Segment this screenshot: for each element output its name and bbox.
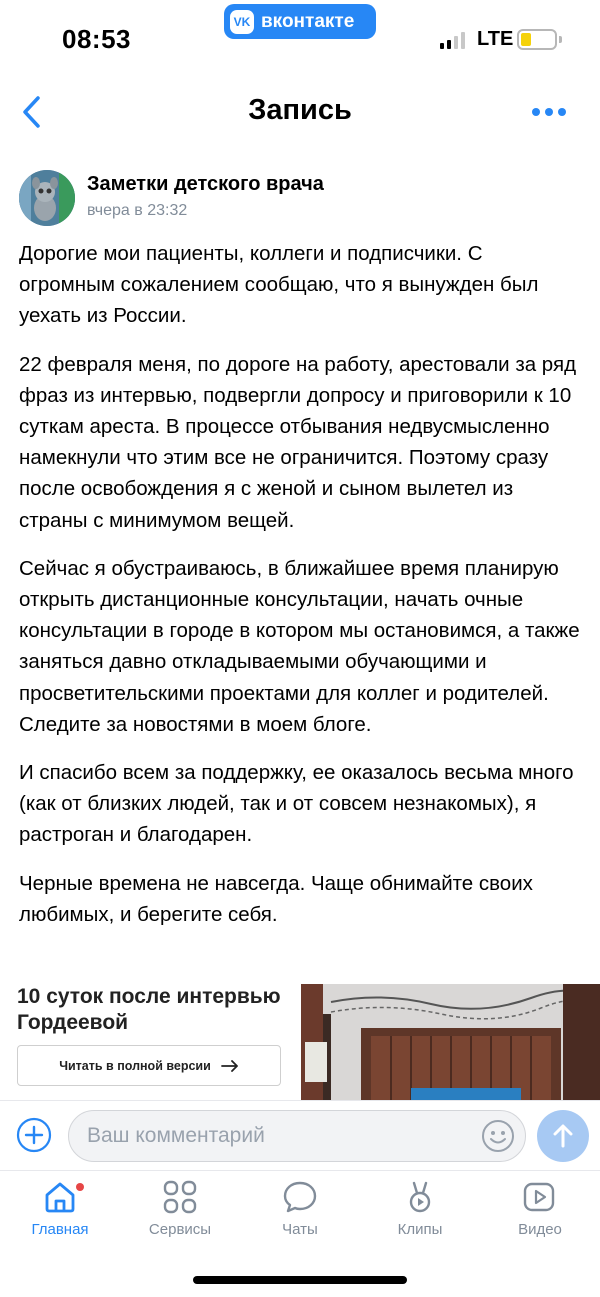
home-icon <box>42 1179 78 1215</box>
tab-chats[interactable] <box>240 1179 360 1249</box>
read-full-version-label: Читать в полной версии <box>59 1058 211 1073</box>
post-paragraph: Дорогие мои пациенты, коллеги и подписчики. С огромным сожалением сообщаю, что я вынужден был уехать из России. <box>19 242 539 328</box>
tab-services[interactable] <box>120 1179 240 1249</box>
app-label: вконтакте <box>261 10 355 32</box>
notification-dot <box>76 1183 84 1191</box>
more-options-icon[interactable] <box>532 104 576 120</box>
network-type: LTE <box>477 28 514 50</box>
comment-input[interactable] <box>68 1110 526 1162</box>
post-paragraph: И спасибо всем за поддержку, ее оказалось весьма много (как от близких людей, так и от совсем незнакомых), я растроган и благодарен. <box>19 761 574 847</box>
top-navigation <box>0 80 600 144</box>
arrow-up-icon <box>550 1123 576 1149</box>
tab-clips-label: Клипы <box>397 1221 443 1238</box>
post-paragraph: Сейчас я обустраиваюсь, в ближайшее время планирую открыть дистанционные консультации, начать очные консультации в городе в котором мы остановимся, а также заняться давно откладываемыми обучающими и просветительскими проектами для коллег и родителей. Следите за новостями в моем блоге. <box>19 556 580 736</box>
battery-cap <box>559 36 562 43</box>
tab-video[interactable] <box>480 1179 600 1249</box>
tab-home[interactable] <box>0 1179 120 1249</box>
emoji-icon[interactable] <box>481 1119 515 1153</box>
tab-video-label: Видео <box>518 1221 562 1238</box>
add-attachment-icon[interactable] <box>16 1117 52 1153</box>
link-card-image[interactable] <box>301 984 600 1100</box>
post-paragraph: Черные времена не навсегда. Чаще обнимайте своих любимых, и берегите себя. <box>19 871 533 926</box>
vk-logo-icon: VK <box>230 10 254 34</box>
return-to-app-pill[interactable] <box>224 4 376 39</box>
comment-bar <box>0 1100 600 1170</box>
services-icon <box>162 1179 198 1215</box>
tab-home-label: Главная <box>31 1221 89 1238</box>
chat-icon <box>282 1179 318 1215</box>
send-button[interactable] <box>537 1110 589 1162</box>
home-indicator[interactable] <box>193 1276 407 1284</box>
tab-clips[interactable] <box>360 1179 480 1249</box>
post-body <box>19 238 584 947</box>
link-card-title[interactable]: 10 суток после интервью Гордеевой <box>17 985 281 1034</box>
link-attachment-card[interactable] <box>0 984 600 1100</box>
video-icon <box>522 1179 558 1215</box>
tab-services-label: Сервисы <box>148 1221 212 1238</box>
status-time: 08:53 <box>62 24 131 54</box>
author-avatar[interactable] <box>19 170 75 226</box>
author-name[interactable]: Заметки детского врача <box>87 173 324 195</box>
battery-fill <box>521 33 531 46</box>
battery-icon <box>517 29 557 50</box>
tab-chats-label: Чаты <box>282 1221 318 1238</box>
status-bar <box>0 0 600 80</box>
arrow-right-icon <box>221 1060 239 1072</box>
page-title: Запись <box>248 94 352 126</box>
read-full-version-button[interactable] <box>17 1045 281 1086</box>
post-timestamp: вчера в 23:32 <box>87 202 188 219</box>
signal-strength-icon <box>440 31 465 49</box>
clips-icon <box>402 1179 438 1215</box>
post-paragraph: 22 февраля меня, по дороге на работу, арестовали за ряд фраз из интервью, подвергли допросу и приговорили к 10 суткам ареста. В процессе отбывания недвусмысленно намекнули что этим все не ограничится. Поэтому сразу после освобождения я с женой и сыном вылетел из страны с минимумом вещей. <box>19 352 577 532</box>
